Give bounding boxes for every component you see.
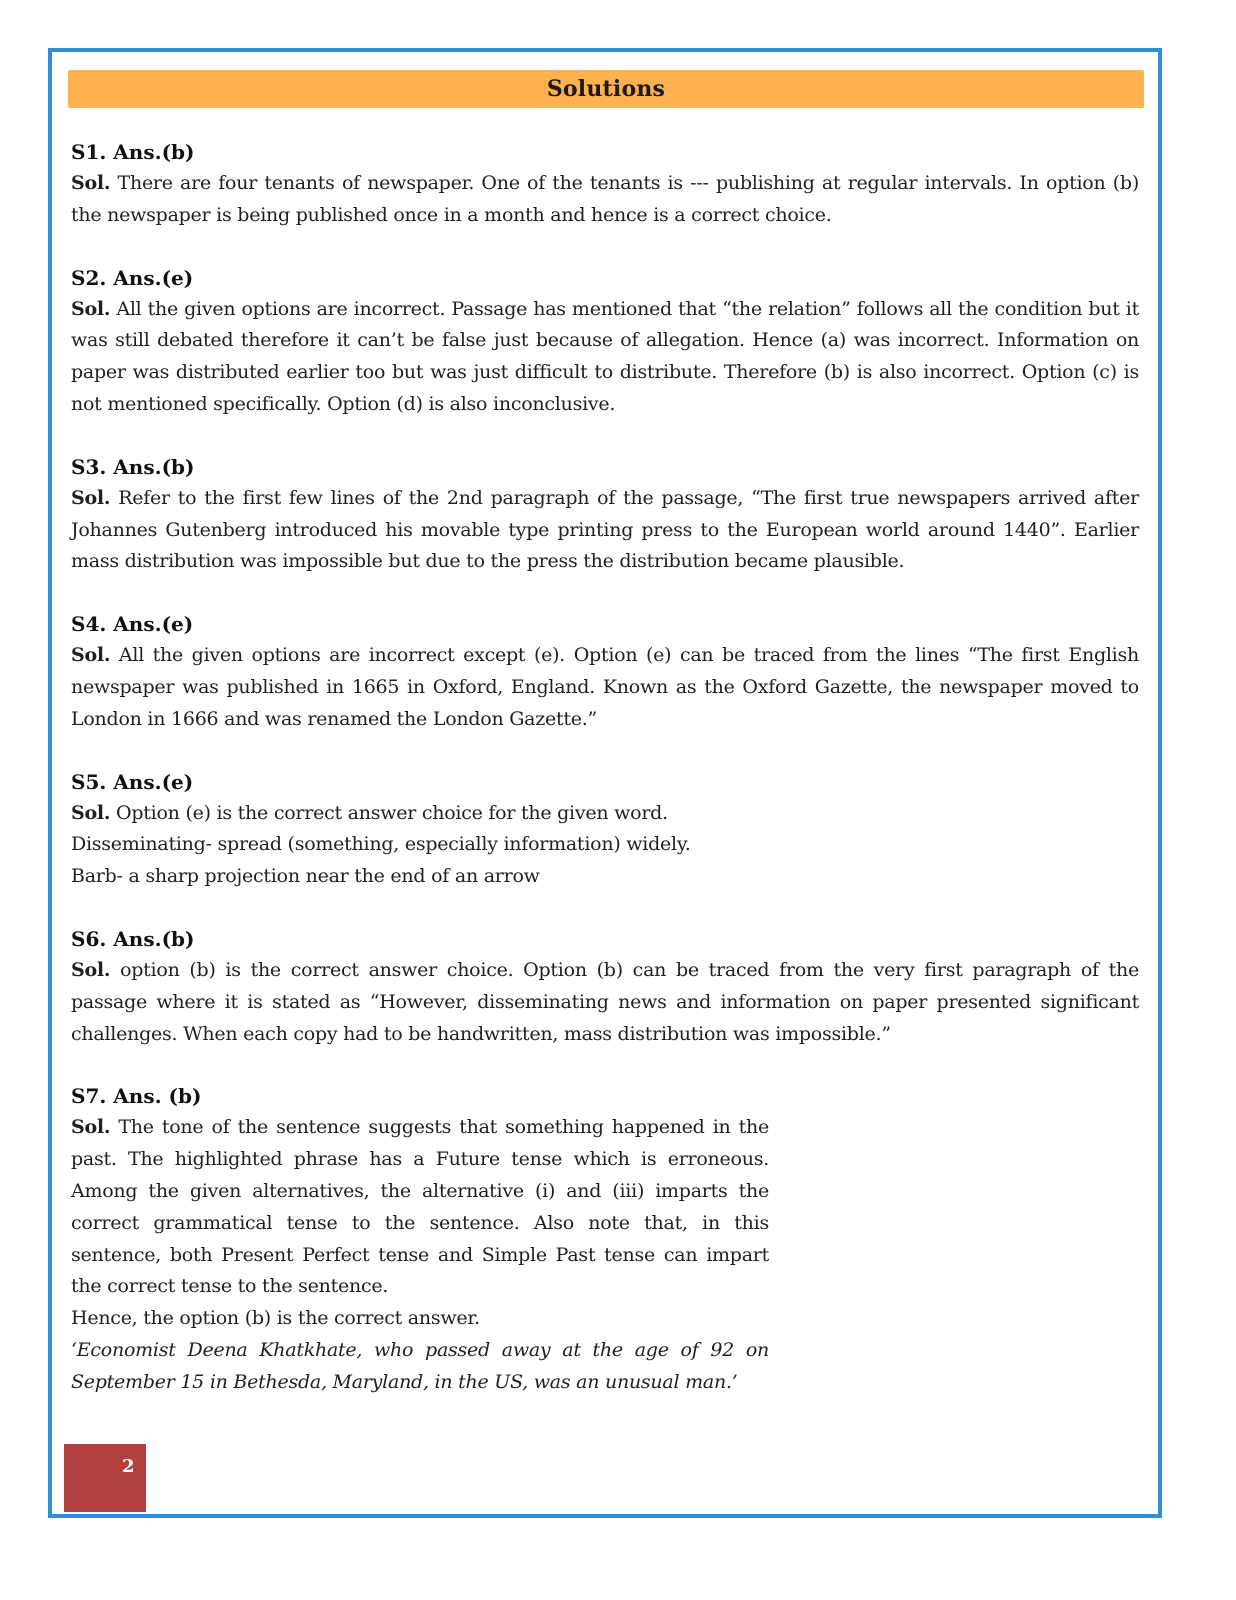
solution-body: The tone of the sentence suggests that something happened in the past. The highlighted phrase has a Future tense which is erroneous. Among the given alternatives, the alternative (i) and (iii) imparts the correct grammatical tense to the sentence. Also note that, in this sentence, both Present Perfect tense and Simple Past tense can impart the correct tense to the sentence. [71,1116,769,1298]
sol-label: Sol. [71,297,111,320]
solution-s2 [71,262,1139,421]
solution-body: There are four tenants of newspaper. One of the tenants is --- publishing at regular intervals. In option (b) the newspaper is being published once in a month and hence is a correct choice. [71,172,1139,226]
answer-heading: S4. Ans.(e) [71,612,194,637]
solution-s1 [71,136,1139,232]
answer-heading: S1. Ans.(b) [71,140,195,164]
solution-text [71,640,1139,735]
solution-s5 [71,766,1139,893]
solution-s3 [71,451,1139,578]
solutions-header-bar [68,70,1144,108]
answer-heading: S5. Ans.(e) [71,769,194,794]
solution-s6 [71,923,1139,1050]
solution-body: Refer to the first few lines of the 2nd paragraph of the passage, “The first true newspapers arrived after Johannes Gutenberg introduced his movable type printing press to the European world around 1440”. Earlier mass distribution was impossible but due to the press the distribution became plausible. [71,486,1139,573]
definition-line: Disseminating- spread (something, especially information) widely. [71,833,691,856]
definition-line: Barb- a sharp projection near the end of an arrow [71,865,540,888]
solution-body: Option (e) is the correct answer choice for the given word. [116,801,668,824]
sol-label: Sol. [71,1116,111,1139]
solution-text [71,483,1139,578]
solution-body: option (b) is the correct answer choice. Option (b) can be traced from the very first paragraph of the passage where it is stated as “However, disseminating news and information on paper presented significant challenges. When each copy had to be handwritten, mass distribution was impossible.” [71,958,1139,1045]
solution-text [71,294,1139,421]
sol-label: Sol. [71,958,111,981]
sol-label: Sol. [71,486,111,509]
solutions-content [71,136,1139,1429]
answer-heading: S7. Ans. (b) [71,1084,202,1109]
page-number-box [64,1444,146,1512]
page-title: Solutions [546,76,666,102]
answer-heading: S2. Ans.(e) [71,265,194,290]
sol-label: Sol. [71,801,111,824]
answer-heading: S6. Ans.(b) [71,926,195,951]
solution-text [71,955,1139,1050]
solution-text [71,168,1139,232]
answer-heading: S3. Ans.(b) [71,454,195,479]
solution-text [71,798,1139,830]
example-quote: ‘Economist Deena Khatkhate, who passed away at the age of 92 on September 15 in Bethesda, Maryland, in the US, was an unusual man.’ [71,1338,769,1393]
solution-body: All the given options are incorrect except (e). Option (e) can be traced from the lines “The first English newspaper was published in 1665 in Oxford, England. Known as the Oxford Gazette, the newspaper moved to London in 1666 and was renamed the London Gazette.” [71,644,1139,730]
solution-body: All the given options are incorrect. Passage has mentioned that “the relation” follows all the condition but it was still debated therefore it can’t be false just because of allegation. Hence (a) was incorrect. Information on paper was distributed earlier too but was just difficult to distribute. Therefore (b) is also incorrect. Option (c) is not mentioned specifically. Option (d) is also inconclusive. [71,297,1140,415]
solution-text [71,1112,769,1303]
sol-label: Sol. [71,172,111,194]
conclusion-line: Hence, the option (b) is the correct answer. [71,1307,480,1330]
sol-label: Sol. [71,644,111,667]
page-number: 2 [122,1456,135,1477]
solution-s4 [71,608,1139,735]
solution-s7 [71,1080,769,1398]
